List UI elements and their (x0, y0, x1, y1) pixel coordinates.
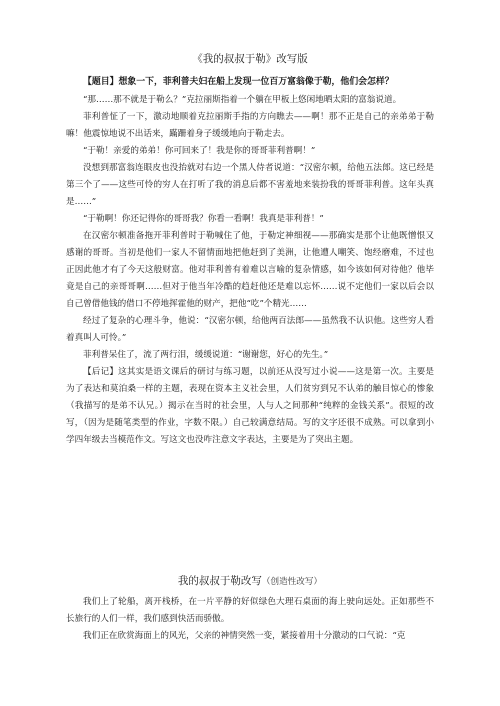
paragraph: “于勒啊！你还记得你的哥哥我？你看一看啊！我真是菲利普！” (83, 214, 324, 224)
section-subtitle: （创造性改写） (261, 577, 323, 587)
paragraph: 我们正在欣赏海面上的风光，父亲的神情突然一变，紧接着用十分激动的口气说：“克 (83, 631, 406, 641)
section-title-text: 我的叔叔于勒改写 (177, 575, 262, 587)
question-heading: 【题目】想象一下，菲利普夫妇在船上发现一位百万富翁像于勒，他们会怎样？ (83, 77, 394, 87)
section-title (0, 574, 500, 589)
paragraph: 我们上了轮船，离开栈桥，在一片平静的好似绿色大理石桌面的海上驶向远处。正如那些不长旅行的人们一样，我们感到快活而骄傲。 (66, 597, 434, 624)
document-title: 《我的叔叔于勒》改写版 (192, 53, 308, 65)
paragraph: 菲利普呆住了，流了两行泪，缓缓说道：“谢谢您，好心的先生。” (83, 350, 329, 360)
story-body (66, 92, 434, 449)
paragraph: 菲利普怔了一下，激动地顺着克拉丽斯手指的方向瞧去——啊！那不正是自己的亲弟弟于勒嘛！他震惊地说不出话来，蹣跚着身子缓缓地向于勒走去。 (66, 112, 434, 139)
paragraph: 没想到那富翁连眼皮也没抬就对右边一个黑人侍者说道：“汉密尔顿，给他五法郎。这已经是第三个了——这些可怜的穷人在打听了我的消息后都不害羞地来装扮我的哥哥菲利普。这年头真是……” (66, 163, 434, 207)
paragraph: “那……那不就是于勒么？”克拉丽斯指着一个躺在甲板上悠闲地晒太阳的富翁说道。 (83, 95, 402, 105)
afterword-paragraph: 【后记】这其实是语文课后的研讨与练习题，以前还从没写过小说——这是第一次。主要是为了表达和莫泊桑一样的主题，表现在资本主义社会里，人们贫穷到兄不认弟的触目惊心的惨象（我描写的是弟不认兄。）揭示在当时的社会里，人与人之间那种“纯粹的金钱关系”。很短的改写，（因为是随笔类型的作业，字数不限。）自己较满意结局。写的文字还很不成熟。可以拿到小学四年级去当模范作文。写这文也没咋注意文字表达，主要是为了突出主题。 (66, 367, 434, 445)
paragraph: 在汉密尔顿准备拖开菲利普时于勒喊住了他，于勒定神细视——那确实是那个让他既憎恨又感谢的哥哥。当初是他们一家人不留情面地把他赶到了美洲，让他遭人嘲笑、饱经磨难，不过也正因此他才有了今天这般财富。他对菲利普有着难以言喻的复杂情感，如今该如何对待他？他毕竟是自己的亲哥哥啊……但对于他当年冷酷的趋赶他还是难以忘怀……说不定他们一家以后会以自己曾借他钱的借口不停地挥霍他的财产，把他“吃”个精光…… (66, 231, 434, 309)
paragraph: 经过了复杂的心理斗争，他说：“汉密尔顿，给他两百法郎——虽然我不认识他。这些穷人看着真叫人可怜。” (66, 316, 434, 343)
section-body (66, 594, 434, 645)
paragraph: “于勒！亲爱的弟弟！你可回来了！我是你的哥哥菲利普啊！” (83, 146, 316, 156)
